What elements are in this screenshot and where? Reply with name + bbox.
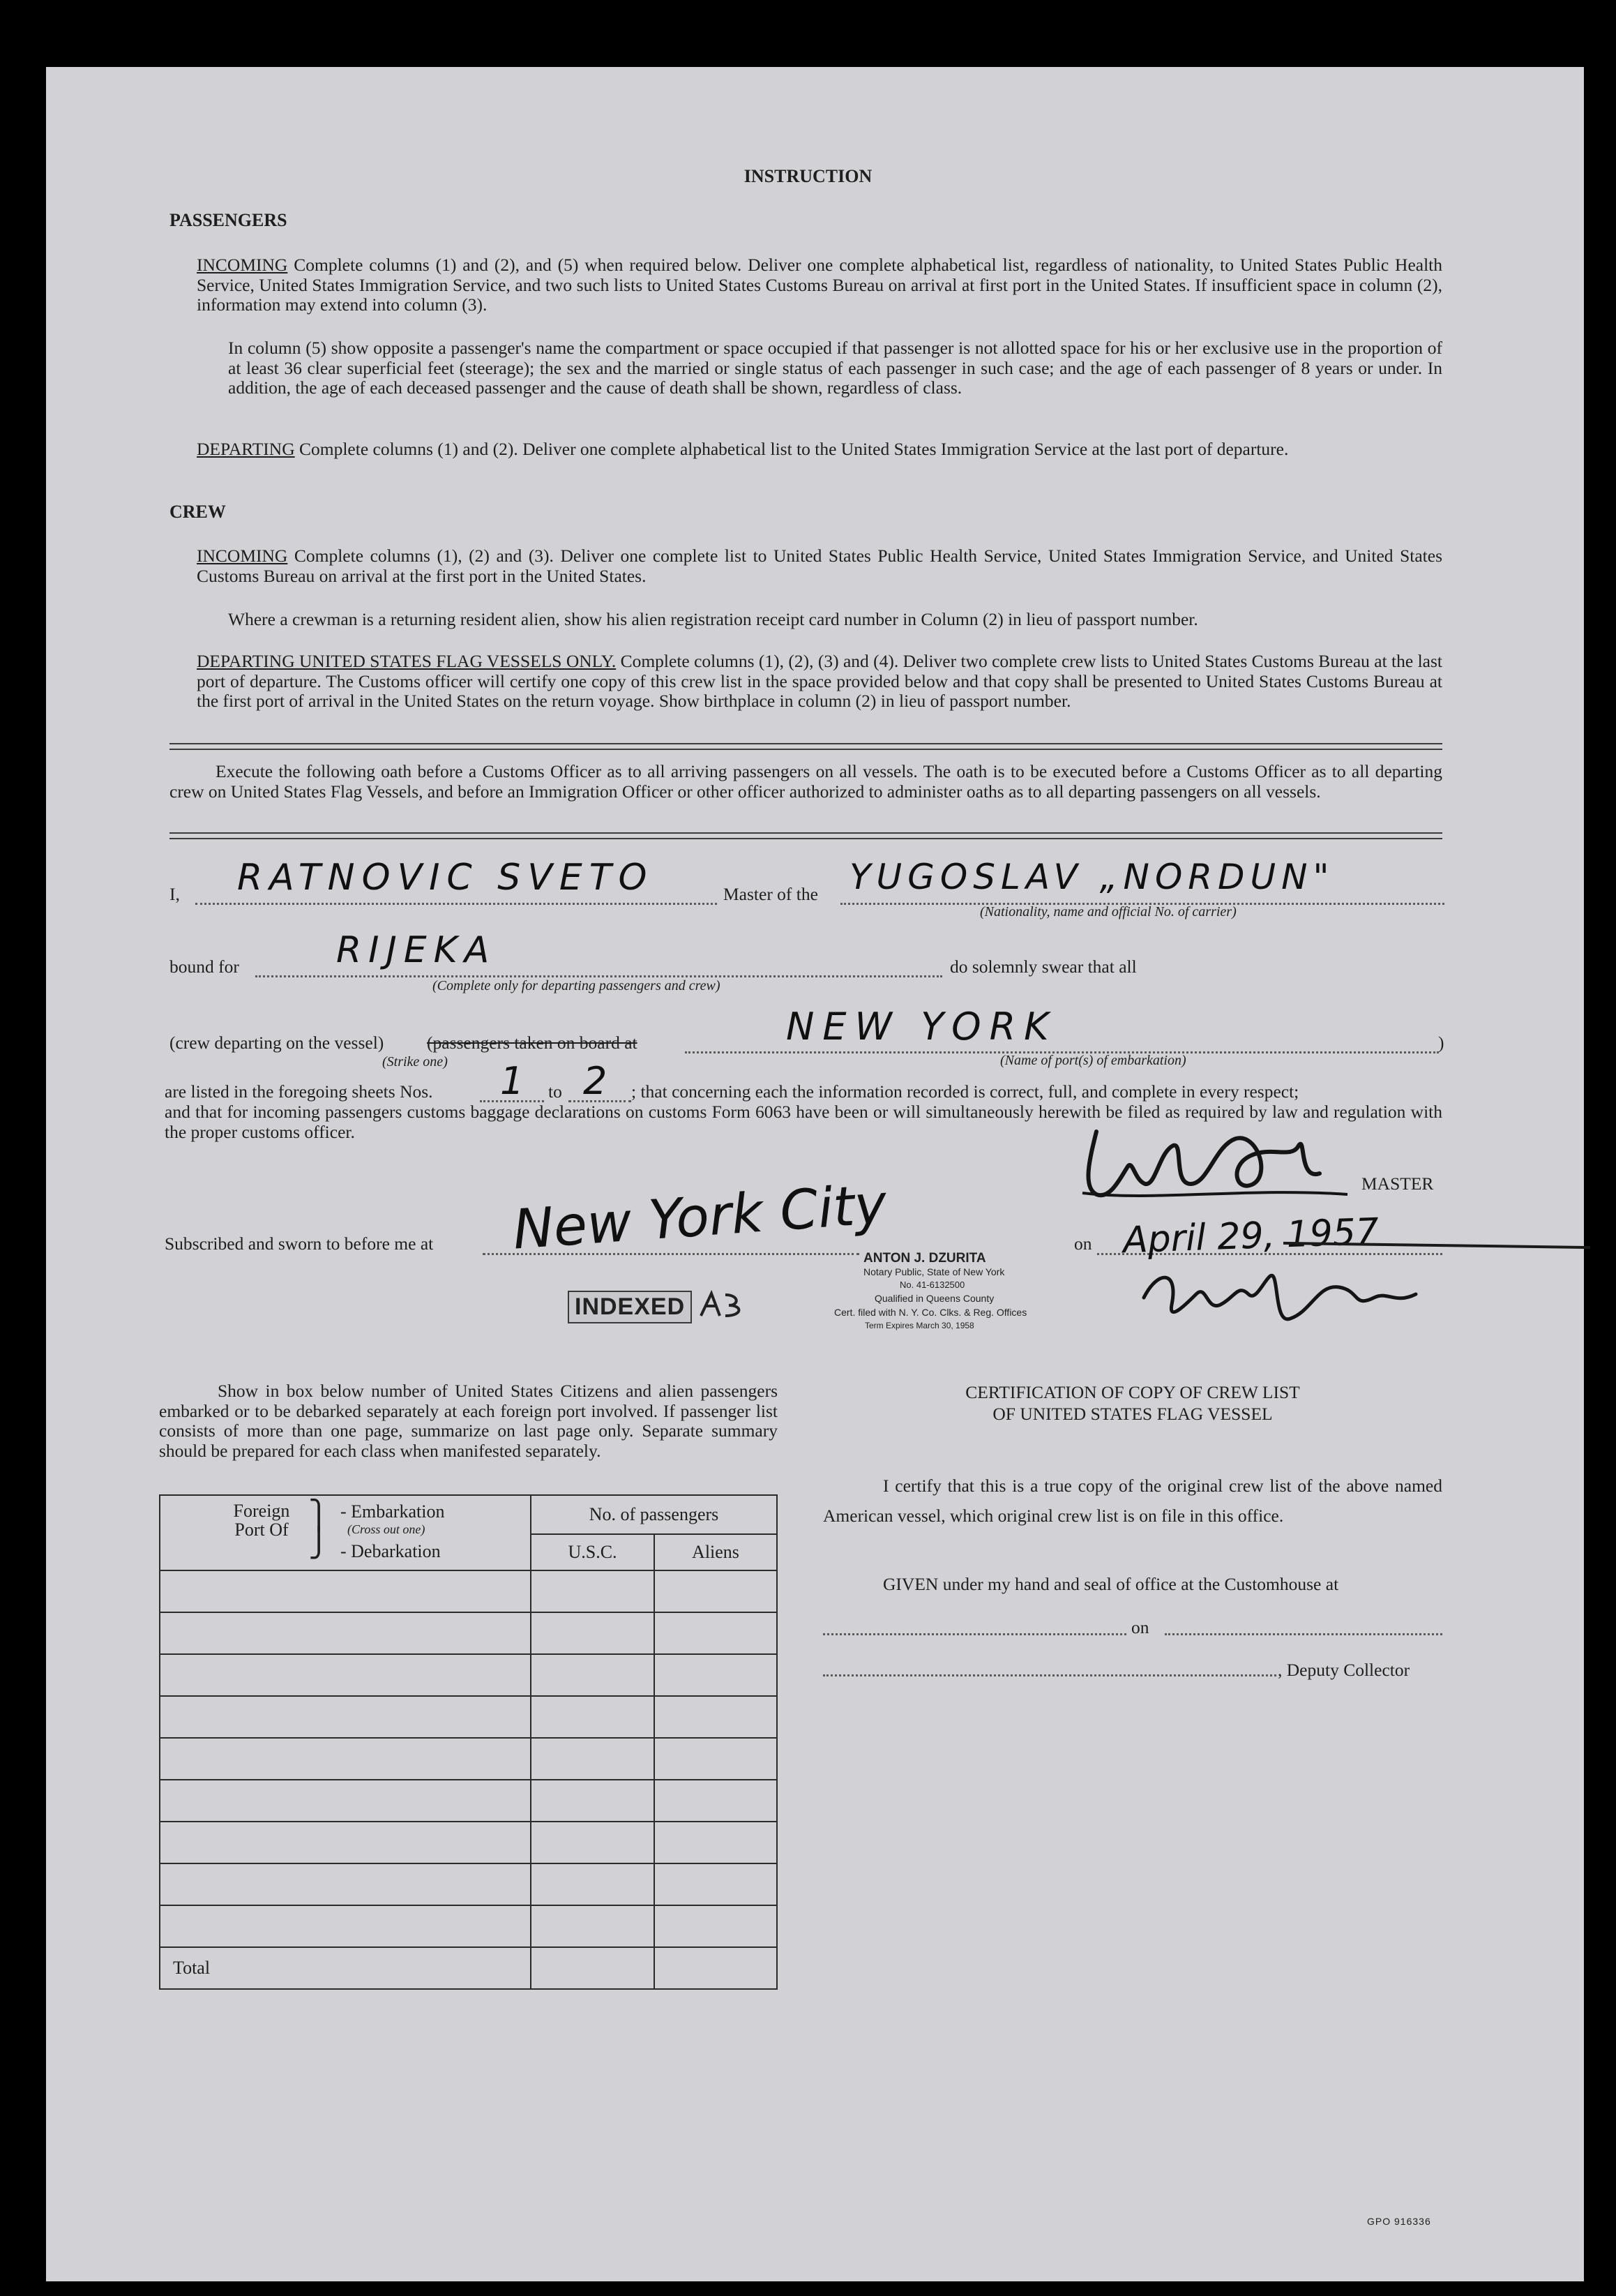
table-header-usc: U.S.C. [531,1534,654,1570]
passengers-departing-label: DEPARTING [197,439,295,459]
bound-note: (Complete only for departing passengers and crew) [432,978,720,993]
sworn-place-handwritten: New York City [511,1173,889,1262]
notary-name: ANTON J. DZURITA [863,1251,986,1266]
table-row [160,1863,777,1905]
notary-line-2: No. 41-6132500 [900,1280,965,1290]
passengers-incoming-paragraph [197,255,1442,315]
crew-departing-paragraph [197,652,1442,712]
debarkation-label: - Debarkation [340,1541,441,1561]
certification-text: I certify that this is a true copy of the original crew list of the above named American vessel, which original crew list is on file in this office. [823,1476,1442,1526]
notary-line-3: Qualified in Queens County [875,1293,995,1304]
given-text: GIVEN under my hand and seal of office at the Customhouse at [883,1574,1339,1594]
passengers-title: PASSENGERS [169,210,287,230]
deputy-line [823,1674,1276,1676]
notary-line-4: Cert. filed with N. Y. Co. Clks. & Reg. Offices [834,1307,1027,1318]
table-row-total [160,1947,777,1989]
crew-incoming-paragraph [197,546,1442,586]
passengers-incoming-label: INCOMING [197,255,288,275]
summary-instructions: Show in box below number of United States Citizens and alien passengers embarked or to be debarked separately at each foreign port involved. If passenger list consists of more than one page, summarize on last page only. Separate summary should be prepared for each class when manifested separately. [159,1381,778,1461]
cross-out-note: (Cross out one) [347,1522,425,1536]
divider-mid-2 [169,838,1442,839]
passengers-column5-paragraph: In column (5) show opposite a passenger's name the compartment or space occupied if that passenger is not allotted space for his or her exclusive use in the proportion of at least 36 clear superficial feet (steerage); the sex and the married or single status of each passenger in such case; and the age of each passenger of 8 years or under. In addition, the age of each deceased passenger and the cause of death shall be shown, regardless of class. [228,338,1442,398]
table-row [160,1654,777,1696]
table-header-passengers: No. of passengers [531,1495,777,1534]
port-close-paren: ) [1438,1033,1444,1053]
master-name-line [195,903,717,905]
listed-text-2: and that for incoming passengers customs baggage declarations on customs Form 6063 have been or will simultaneously herewith be filed as required by law and regulation with the proper customs officer. [165,1102,1442,1142]
divider-top-2 [169,749,1442,750]
master-signature [1068,1118,1368,1208]
table-row [160,1612,777,1654]
divider-top [169,743,1442,744]
strike-note: (Strike one) [382,1054,448,1070]
crew-title: CREW [169,502,226,522]
master-name-handwritten: RATNOVIC SVETO [237,857,654,899]
carrier-handwritten: YUGOSLAV „NORDUN" [849,857,1335,897]
sworn-date-handwritten: April 29, 1957 [1122,1210,1380,1262]
embarkation-label: - Embarkation [340,1501,445,1522]
brace-top: ⎫ [308,1499,329,1531]
table-header-aliens: Aliens [654,1534,777,1570]
carrier-note: (Nationality, name and official No. of carrier) [980,904,1237,920]
crew-departing-text: Complete columns (1), (2), (3) and (4). Deliver two complete crew lists to United States Customs Bureau at the last port of departure. The Customs officer will certify one copy of this crew list in the space provided below and that copy shall be presented to United States Customs Bureau at the first port of arrival in the United States on the return voyage. Show birthplace in column (2) in lieu of passport number. [197,651,1442,711]
brace-bottom: ⎭ [308,1527,329,1559]
total-label: Total [160,1947,531,1989]
subscribed-label: Subscribed and sworn to before me at [165,1233,434,1254]
deputy-collector-label: , Deputy Collector [1278,1660,1410,1680]
foreign-port-of-label: Foreign Port Of [233,1501,290,1540]
oath-intro-paragraph: Execute the following oath before a Customs Officer as to all arriving passengers on all vessels. The oath is to be executed before a Customs Officer as to all departing crew on United States Flag Vessels, and before an Immigration Officer or other officer authorized to administer oaths as to all departing passengers on all vessels. [169,761,1442,802]
bound-for-handwritten: RIJEKA [336,929,497,971]
instruction-heading: INSTRUCTION [743,166,873,186]
listed-label: are listed in the foregoing sheets Nos. [165,1081,433,1102]
port-handwritten: NEW YORK [786,1005,1057,1049]
swear-text: do solemnly swear that all [950,956,1137,977]
crew-incoming-text: Complete columns (1), (2) and (3). Deliver one complete list to United States Public Health Service, United States Immigration Service, and United States Customs Bureau on arrival at the first port in the United States. [197,546,1442,586]
certification-date-line [1165,1633,1442,1635]
master-label: MASTER [1361,1173,1434,1194]
divider-mid [169,832,1442,834]
sheet-to-handwritten: 2 [583,1059,607,1103]
notary-signature [1130,1256,1437,1333]
notary-line-5: Term Expires March 30, 1958 [865,1321,974,1330]
customhouse-line [823,1633,1126,1635]
table-row [160,1780,777,1822]
notary-line-1: Notary Public, State of New York [863,1266,1005,1277]
table-row [160,1905,777,1947]
crew-incoming-label: INCOMING [197,546,288,566]
table-row [160,1822,777,1863]
passengers-departing-paragraph [197,440,1442,460]
indexed-initials [697,1288,746,1323]
port-note: (Name of port(s) of embarkation) [1000,1053,1186,1068]
table-row [160,1570,777,1612]
passenger-summary-table [159,1494,778,1990]
certification-title-1: CERTIFICATION OF COPY OF CREW LIST [965,1382,1300,1402]
table-header-port [160,1495,531,1570]
gpo-code: GPO 916336 [1367,2216,1431,2227]
passengers-incoming-text: Complete columns (1) and (2), and (5) when required below. Deliver one complete alphabetical list, regardless of nationality, to United States Public Health Service, United States Immigration Service, and two such lists to United States Customs Bureau on arrival at first port in the United States. If insufficient space in column (2), information may extend into column (3). [197,255,1443,315]
crew-departing-label: DEPARTING UNITED STATES FLAG VESSELS ONLY. [197,651,617,671]
sworn-on-label: on [1074,1233,1092,1254]
indexed-stamp: INDEXED [568,1291,692,1323]
oath-i-label: I, [169,884,180,904]
bound-for-label: bound for [169,956,239,977]
master-of-label: Master of the [723,884,818,904]
certification-title-2: OF UNITED STATES FLAG VESSEL [992,1404,1273,1424]
listed-rest: ; that concerning each the information recorded is correct, full, and complete in every respect; [631,1081,1299,1102]
table-row [160,1696,777,1738]
certification-on-label: on [1131,1617,1149,1637]
crew-resident-paragraph: Where a crewman is a returning resident alien, show his alien registration receipt card number in Column (2) in lieu of passport number. [228,609,1198,629]
crew-departing-option: (crew departing on the vessel) [169,1033,384,1053]
sheet-from-handwritten: 1 [500,1059,524,1103]
bound-for-line [255,975,942,977]
passengers-departing-text: Complete columns (1) and (2). Deliver one complete alphabetical list to the United States Immigration Service at the last port of departure. [299,439,1289,459]
table-row [160,1738,777,1780]
to-label: to [548,1081,562,1102]
passengers-taken-option: (passengers taken on board at [427,1033,637,1053]
